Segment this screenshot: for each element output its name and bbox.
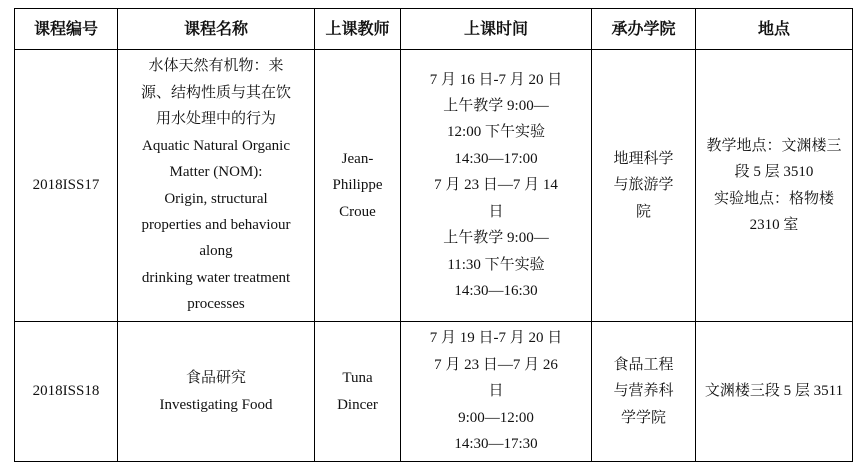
course-name-cell bbox=[118, 50, 315, 322]
location-line: 文渊楼三段 5 层 3511 bbox=[704, 383, 844, 400]
table-row bbox=[15, 322, 853, 462]
course-name-line: drinking water treatment bbox=[141, 269, 291, 286]
course-code-cell: 2018ISS18 bbox=[15, 322, 118, 462]
class-time-cell bbox=[401, 322, 592, 462]
class-time-cell bbox=[401, 50, 592, 322]
course-name-line: Investigating Food bbox=[159, 396, 273, 413]
time-line: 7 月 19 日-7 月 20 日 bbox=[429, 330, 563, 347]
host-college-cell bbox=[592, 50, 696, 322]
header-course-name: 课程名称 bbox=[118, 9, 315, 50]
location-cell bbox=[696, 50, 853, 322]
time-line: 上午教学 9:00— bbox=[443, 98, 549, 115]
course-name-cell bbox=[118, 322, 315, 462]
course-name-line: Matter (NOM): bbox=[169, 164, 263, 181]
header-course-code: 课程编号 bbox=[15, 9, 118, 50]
course-name-line: 食品研究 bbox=[185, 370, 246, 387]
time-line: 14:30—17:30 bbox=[454, 436, 538, 453]
course-name-line: along bbox=[199, 243, 233, 260]
college-line: 地理科学 bbox=[613, 150, 674, 167]
location-line: 教学地点：文渊楼三 bbox=[706, 137, 842, 154]
teacher-line: Philippe bbox=[332, 177, 383, 194]
teacher-line: Jean- bbox=[341, 150, 374, 167]
time-line: 7 月 23 日—7 月 26 bbox=[434, 356, 558, 373]
header-location: 地点 bbox=[696, 9, 853, 50]
course-name-line: 用水处理中的行为 bbox=[155, 111, 276, 128]
location-line: 2310 室 bbox=[749, 216, 799, 233]
course-name-line: 源、结构性质与其在饮 bbox=[140, 84, 291, 101]
teacher-line: Dincer bbox=[337, 396, 378, 413]
table-header-row bbox=[15, 9, 853, 50]
host-college-cell bbox=[592, 322, 696, 462]
teacher-cell bbox=[315, 50, 401, 322]
college-line: 与旅游学 bbox=[613, 177, 674, 194]
time-line: 12:00 下午实验 bbox=[447, 124, 545, 141]
time-line: 11:30 下午实验 bbox=[447, 256, 545, 273]
college-line: 与营养科 bbox=[613, 383, 674, 400]
location-cell bbox=[696, 322, 853, 462]
course-name-line: properties and behaviour bbox=[141, 216, 291, 233]
time-line: 日 bbox=[488, 383, 504, 400]
time-line: 日 bbox=[488, 203, 504, 220]
teacher-line: Croue bbox=[339, 203, 376, 220]
header-host-college: 承办学院 bbox=[592, 9, 696, 50]
header-class-time: 上课时间 bbox=[401, 9, 592, 50]
teacher-line: Tuna bbox=[342, 370, 373, 387]
course-name-line: Aquatic Natural Organic bbox=[141, 137, 290, 154]
teacher-cell bbox=[315, 322, 401, 462]
time-line: 14:30—17:00 bbox=[454, 150, 538, 167]
time-line: 上午教学 9:00— bbox=[443, 230, 549, 247]
college-line: 院 bbox=[635, 203, 651, 220]
location-line: 实验地点：格物楼 bbox=[713, 190, 834, 207]
header-teacher: 上课教师 bbox=[315, 9, 401, 50]
college-line: 学学院 bbox=[620, 409, 666, 426]
time-line: 7 月 16 日-7 月 20 日 bbox=[429, 71, 563, 88]
time-line: 7 月 23 日—7 月 14 bbox=[434, 177, 558, 194]
time-line: 14:30—16:30 bbox=[454, 282, 538, 299]
course-name-line: processes bbox=[187, 296, 245, 313]
course-name-line: 水体天然有机物：来 bbox=[148, 58, 284, 75]
course-name-line: Origin, structural bbox=[164, 190, 268, 207]
location-line: 段 5 层 3510 bbox=[734, 164, 814, 181]
course-schedule-table bbox=[14, 8, 853, 462]
table-row bbox=[15, 50, 853, 322]
college-line: 食品工程 bbox=[613, 356, 674, 373]
course-code-cell: 2018ISS17 bbox=[15, 50, 118, 322]
time-line: 9:00—12:00 bbox=[458, 409, 534, 426]
